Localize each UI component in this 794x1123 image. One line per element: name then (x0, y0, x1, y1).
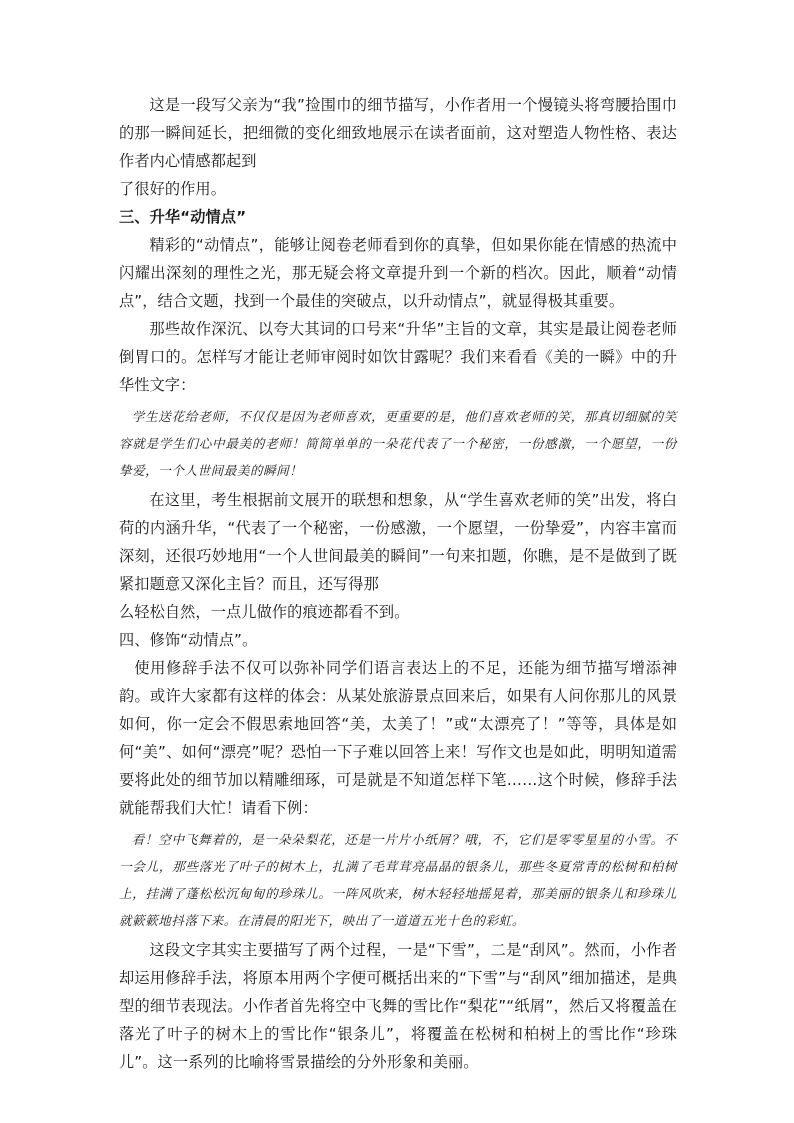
paragraph-elevate-example-intro: 那些故作深沉、以夸大其词的口号来“升华”主旨的文章，其实是最让阅卷老师倒胃口的。怎样写才能让老师审阅时如饮甘露呢？我们来看看《美的一瞬》中的升华性文字： (119, 320, 677, 394)
paragraph-elevate-analysis: 在这里，考生根据前文展开的联想和想象，从“学生喜欢老师的笑”出发，将白荷的内涵升华，“代表了一个秘密，一份感激，一个愿望，一份挚爱”，内容丰富而深刻，还很巧妙地用“一个人世间最美的瞬间”一句来扣题，你瞧，是不是做到了既紧扣题意又深化主旨？而且，还写得那 (119, 491, 677, 593)
paragraph-father-scarf: 这是一段写父亲为“我”捡围巾的细节描写，小作者用一个慢镜头将弯腰拾围巾的那一瞬间延长，把细微的变化细致地展示在读者面前，这对塑造人物性格、表达作者内心情感都起到 (119, 96, 677, 170)
section-heading-elevate: 三、升华“动情点” (119, 208, 247, 226)
quote-teacher-flower: 学生送花给老师，不仅仅是因为老师喜欢，更重要的是，他们喜欢老师的笑，那真切细腻的笑容就是学生们心中最美的老师！简简单单的一朵花代表了一个秘密，一份感激，一个愿望，一份挚爱，一个人世间最美的瞬间！ (119, 409, 677, 478)
quote-snow-scene: 看！空中飞舞着的，是一朵朵梨花，还是一片片小纸屑？哦，不，它们是零零星星的小雪。不一会儿，那些落光了叶子的树木上，扎满了毛茸茸亮晶晶的银条儿，那些冬夏常青的松树和柏树上，挂满了蓬松松沉甸甸的珍珠儿。一阵风吹来，树木轻轻地摇晃着，那美丽的银条儿和珍珠儿就簌簌地抖落下来。在清晨的阳光下，映出了一道道五光十色的彩虹。 (119, 832, 677, 928)
paragraph-rhetoric-intro: 使用修辞手法不仅可以弥补同学们语言表达上的不足，还能为细节描写增添神韵。或许大家都有这样的体会：从某处旅游景点回来后，如果有人问你那儿的风景如何，你一定会不假思索地回答“美，太美了！”或“太漂亮了！”等等，具体是如何“美”、如何“漂亮”呢？恐怕一下子难以回答上来！写作文也是如此，明明知道需要将此处的细节加以精雕细琢，可是就是不知道怎样下笔……这个时候，修辞手法就能帮我们大忙！请看下例： (119, 659, 677, 817)
paragraph-elevate-analysis-end: 么轻松自然，一点儿做作的痕迹都看不到。 (119, 603, 410, 621)
paragraph-elevate-intro: 精彩的“动情点”，能够让阅卷老师看到你的真挚，但如果你能在情感的热流中闪耀出深刻的理性之光，那无疑会将文章提升到一个新的档次。因此，顺着“动情点”，结合文题，找到一个最佳的突破点，以升动情点”，就显得极其重要。 (119, 236, 677, 310)
paragraph-father-scarf-end: 了很好的作用。 (119, 180, 227, 198)
section-heading-rhetoric: 四、修饰“动情点”。 (119, 631, 258, 649)
document-page (119, 91, 677, 1076)
paragraph-rhetoric-analysis: 这段文字其实主要描写了两个过程，一是“下雪”，二是“刮风”。然而，小作者却运用修辞手法，将原本用两个字便可概括出来的“下雪”与“刮风”细加描述，是典型的细节表现法。小作者首先将空中飞舞的雪比作“梨花”“纸屑”，然后又将覆盖在落光了叶子的树木上的雪比作“银条儿”，将覆盖在松树和柏树上的雪比作“珍珠儿”。这一系列的比喻将雪景描绘的分外形象和美丽。 (119, 941, 677, 1071)
